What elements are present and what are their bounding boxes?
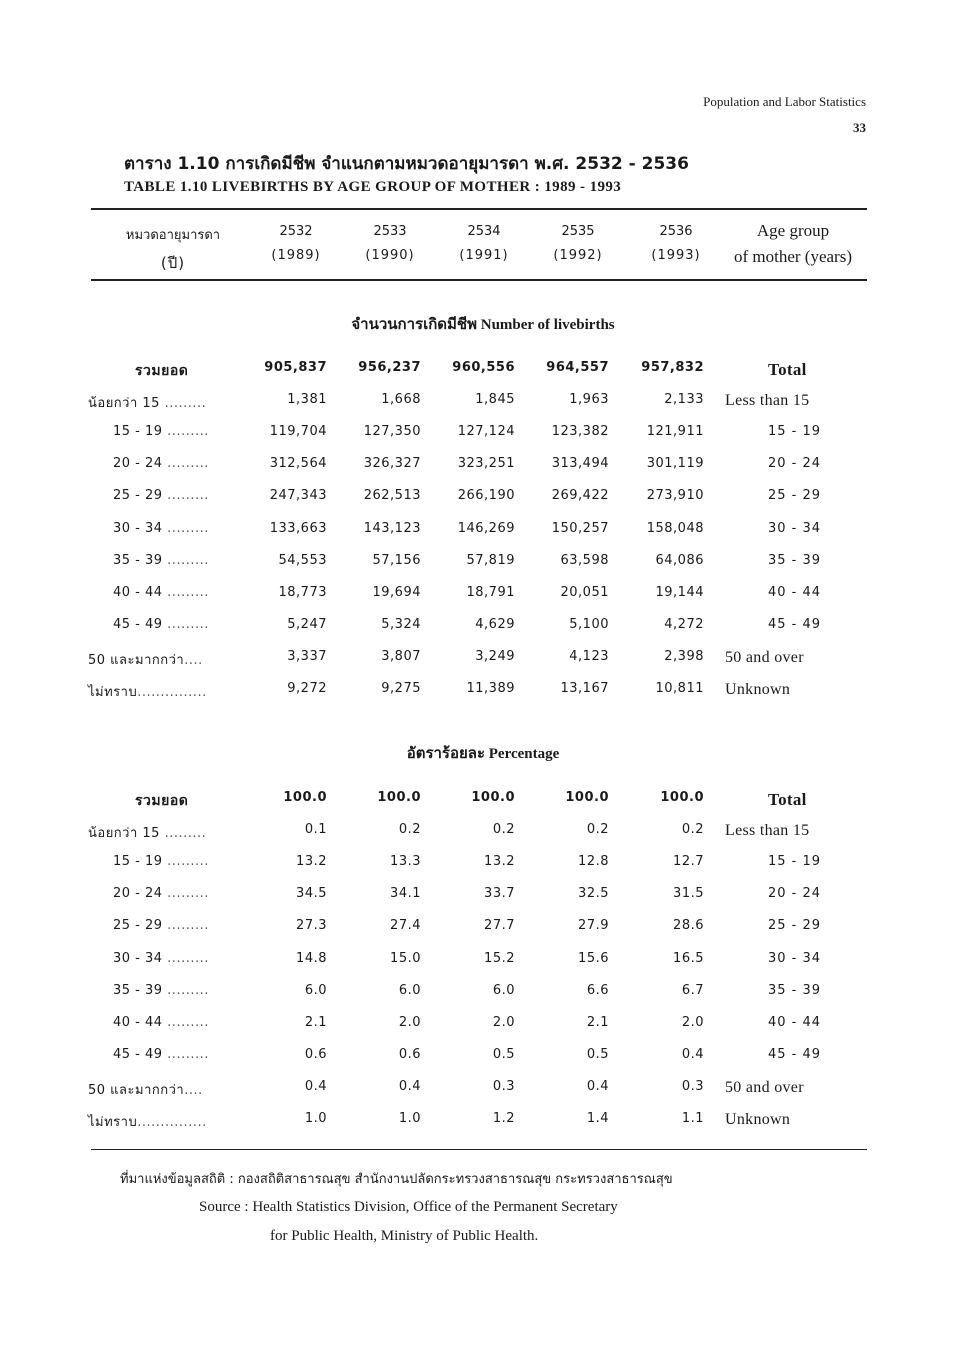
total-row (0, 360, 966, 390)
row-label-text: 40 - 44 (113, 1014, 163, 1030)
row-label (88, 1079, 203, 1100)
table-row (0, 456, 966, 486)
value-cell: 18,773 (278, 584, 327, 600)
value-cell: 150,257 (551, 520, 609, 536)
table-row (0, 1015, 966, 1045)
value-cell: 247,343 (269, 488, 327, 504)
table-row (0, 822, 966, 852)
row-label-text: 25 - 29 (113, 918, 163, 934)
source-note-thai: ที่มาแห่งข้อมูลสถิติ : กองสถิติสาธารณสุข สำนักงานปลัดกระทรวงสาธารณสุข กระทรวงสาธารณสุข (120, 1172, 673, 1187)
leader-dots: ......... (162, 456, 209, 472)
row-label-english: Total (768, 790, 807, 809)
row-label (135, 790, 188, 812)
age-group-header-english-line1: Age group (756, 221, 830, 240)
value-cell: 100.0 (565, 790, 609, 805)
row-label-english: 40 - 44 (768, 584, 822, 600)
value-cell: 15.2 (484, 950, 515, 966)
row-label (113, 456, 209, 471)
row-label-text: 50 และมากกว่า (88, 652, 185, 668)
value-cell: 301,119 (646, 456, 704, 472)
value-cell: 6.6 (586, 982, 609, 998)
table-row (0, 617, 966, 647)
value-cell: 6.0 (398, 982, 421, 998)
year-header-1-ce: (1989) (271, 248, 321, 263)
year-header-5-be: 2536 (659, 224, 693, 239)
value-cell: 2.0 (681, 1014, 704, 1030)
age-group-header-thai-line2: (ปี) (160, 254, 186, 272)
row-label (113, 553, 209, 568)
section-title: อัตราร้อยละ Percentage (406, 746, 560, 762)
table-row (0, 886, 966, 916)
value-cell: 13.2 (296, 854, 327, 870)
row-label-text: 50 และมากกว่า (88, 1082, 185, 1098)
value-cell: 1,381 (287, 392, 327, 408)
row-label-text: ไม่ทราบ (88, 1115, 138, 1130)
row-label-text: 30 - 34 (113, 950, 163, 966)
top-rule (91, 208, 867, 210)
source-note-english-line1: Source : Health Statistics Division, Office of the Permanent Secretary (199, 1199, 618, 1215)
year-header-3-be: 2534 (467, 224, 501, 239)
row-label-english: 25 - 29 (768, 918, 822, 934)
row-label (88, 649, 203, 670)
value-cell: 12.8 (578, 854, 609, 870)
table-row (0, 854, 966, 884)
value-cell: 0.5 (492, 1046, 515, 1062)
row-label-english: 30 - 34 (768, 950, 822, 966)
value-cell: 3,337 (287, 648, 327, 664)
value-cell: 19,694 (372, 584, 421, 600)
row-label-english: Unknown (725, 681, 791, 698)
leader-dots: ......... (162, 886, 209, 902)
leader-dots: ......... (162, 488, 209, 504)
table-title-thai: ตาราง 1.10 การเกิดมีชีพ จำแนกตามหมวดอายุมารดา พ.ศ. 2532 - 2536 (124, 154, 689, 174)
row-label-english: 25 - 29 (768, 488, 822, 504)
row-label (88, 1111, 207, 1132)
leader-dots: ......... (159, 396, 207, 412)
value-cell: 146,269 (457, 520, 515, 536)
row-label (88, 392, 206, 413)
row-label (113, 918, 209, 933)
value-cell: 0.4 (586, 1078, 609, 1094)
leader-dots: ......... (162, 1046, 209, 1062)
age-group-header-english-line2: of mother (years) (733, 247, 852, 266)
value-cell: 33.7 (484, 886, 515, 902)
year-header-4-be: 2535 (561, 224, 595, 239)
year-header-1-be: 2532 (279, 224, 313, 239)
leader-dots: .... (184, 652, 203, 668)
value-cell: 1,963 (569, 392, 609, 408)
value-cell: 0.6 (398, 1046, 421, 1062)
row-label-text: 20 - 24 (113, 456, 163, 472)
value-cell: 0.2 (586, 822, 609, 838)
value-cell: 0.3 (681, 1078, 704, 1094)
row-label-text: 30 - 34 (113, 520, 163, 536)
leader-dots: ......... (162, 424, 209, 440)
value-cell: 54,553 (278, 552, 327, 568)
value-cell: 313,494 (551, 456, 609, 472)
row-label-text: 45 - 49 (113, 616, 163, 632)
value-cell: 0.2 (398, 822, 421, 838)
row-label-english: 50 and over (725, 1078, 804, 1096)
value-cell: 2.0 (492, 1014, 515, 1030)
value-cell: 13.2 (484, 854, 515, 870)
total-row (0, 790, 966, 820)
row-label-english: 45 - 49 (768, 616, 822, 632)
value-cell: 5,247 (287, 616, 327, 632)
row-label-text: 25 - 29 (113, 488, 163, 504)
row-label (113, 521, 209, 536)
leader-dots: ......... (162, 982, 209, 998)
source-note-english-line2: for Public Health, Ministry of Public Health. (270, 1228, 539, 1244)
table-row (0, 585, 966, 615)
leader-dots: ......... (162, 616, 209, 632)
row-label (113, 1015, 209, 1030)
year-header-3 (442, 224, 526, 263)
value-cell: 64,086 (655, 552, 704, 568)
value-cell: 34.5 (296, 886, 327, 902)
value-cell: 0.1 (304, 822, 327, 838)
table-row (0, 1111, 966, 1141)
value-cell: 4,272 (664, 616, 704, 632)
value-cell: 273,910 (646, 488, 704, 504)
leader-dots: ............... (137, 685, 207, 700)
row-label-text: 15 - 19 (113, 854, 163, 870)
value-cell: 100.0 (660, 790, 704, 805)
value-cell: 964,557 (546, 360, 609, 375)
leader-dots: ......... (162, 1014, 209, 1030)
value-cell: 0.2 (681, 822, 704, 838)
value-cell: 9,272 (287, 681, 327, 696)
row-label (113, 951, 209, 966)
leader-dots: .... (184, 1082, 203, 1098)
table-row (0, 649, 966, 679)
value-cell: 326,327 (363, 456, 421, 472)
row-label-text: 45 - 49 (113, 1046, 163, 1062)
row-label-english: Total (768, 360, 807, 379)
value-cell: 63,598 (560, 552, 609, 568)
leader-dots: ......... (162, 552, 209, 568)
value-cell: 57,156 (372, 552, 421, 568)
table-title-english: TABLE 1.10 LIVEBIRTHS BY AGE GROUP OF MOTHER : 1989 - 1993 (124, 179, 622, 195)
row-label (135, 360, 188, 382)
age-group-header-english (718, 221, 868, 267)
row-label-text: ไม่ทราบ (88, 685, 138, 700)
leader-dots: ......... (159, 826, 207, 842)
value-cell: 5,324 (381, 616, 421, 632)
leader-dots: ......... (162, 854, 209, 870)
leader-dots: ......... (162, 950, 209, 966)
value-cell: 6.0 (492, 982, 515, 998)
value-cell: 13,167 (560, 681, 609, 696)
value-cell: 3,807 (381, 648, 421, 664)
leader-dots: ......... (162, 584, 209, 600)
value-cell: 2.1 (304, 1014, 327, 1030)
value-cell: 6.0 (304, 982, 327, 998)
row-label (113, 886, 209, 901)
age-group-header-thai (88, 224, 258, 275)
value-cell: 0.4 (681, 1046, 704, 1062)
leader-dots: ............... (137, 1115, 207, 1130)
value-cell: 28.6 (673, 918, 704, 934)
value-cell: 266,190 (457, 488, 515, 504)
table-row (0, 1079, 966, 1109)
value-cell: 1.1 (681, 1111, 704, 1126)
row-label (113, 854, 209, 869)
value-cell: 123,382 (551, 424, 609, 440)
table-row (0, 1047, 966, 1077)
value-cell: 158,048 (646, 520, 704, 536)
value-cell: 34.1 (390, 886, 421, 902)
value-cell: 2,398 (664, 648, 704, 664)
value-cell: 0.2 (492, 822, 515, 838)
row-label-english: 20 - 24 (768, 456, 822, 472)
value-cell: 121,911 (646, 424, 704, 440)
row-label-english: 20 - 24 (768, 886, 822, 902)
row-label-english: 15 - 19 (768, 854, 822, 870)
value-cell: 100.0 (283, 790, 327, 805)
value-cell: 119,704 (269, 424, 327, 440)
leader-dots: ......... (162, 520, 209, 536)
year-header-2-be: 2533 (373, 224, 407, 239)
value-cell: 27.3 (296, 918, 327, 934)
value-cell: 11,389 (466, 681, 515, 696)
value-cell: 4,629 (475, 616, 515, 632)
value-cell: 957,832 (641, 360, 704, 375)
value-cell: 0.5 (586, 1046, 609, 1062)
value-cell: 1,845 (475, 392, 515, 408)
row-label-english: 35 - 39 (768, 982, 822, 998)
value-cell: 127,350 (363, 424, 421, 440)
value-cell: 100.0 (377, 790, 421, 805)
row-label-text: 35 - 39 (113, 982, 163, 998)
row-label (113, 617, 209, 632)
year-header-5 (634, 224, 718, 263)
value-cell: 4,123 (569, 648, 609, 664)
year-header-2-ce: (1990) (365, 248, 415, 263)
table-row (0, 983, 966, 1013)
table-row (0, 488, 966, 518)
value-cell: 12.7 (673, 854, 704, 870)
value-cell: 3,249 (475, 648, 515, 664)
table-row (0, 918, 966, 948)
year-header-3-ce: (1991) (459, 248, 509, 263)
age-group-header-thai-line1: หมวดอายุมารดา (125, 228, 221, 243)
value-cell: 20,051 (560, 584, 609, 600)
value-cell: 323,251 (457, 456, 515, 472)
row-label-text: น้อยกว่า 15 (88, 826, 160, 842)
row-label-english: Less than 15 (725, 822, 810, 840)
value-cell: 5,100 (569, 616, 609, 632)
row-label-english: Less than 15 (725, 392, 810, 410)
value-cell: 312,564 (269, 456, 327, 472)
row-label-english: 35 - 39 (768, 552, 822, 568)
value-cell: 269,422 (551, 488, 609, 504)
year-header-5-ce: (1993) (651, 248, 701, 263)
row-label-text: 35 - 39 (113, 552, 163, 568)
row-label (113, 585, 209, 600)
row-label-text: น้อยกว่า 15 (88, 396, 160, 412)
value-cell: 27.7 (484, 918, 515, 934)
value-cell: 14.8 (296, 950, 327, 966)
table-row (0, 392, 966, 422)
leader-dots: ......... (162, 918, 209, 934)
row-label-english: 50 and over (725, 648, 804, 666)
value-cell: 18,791 (466, 584, 515, 600)
value-cell: 57,819 (466, 552, 515, 568)
row-label-english: 15 - 19 (768, 424, 822, 440)
table-row (0, 424, 966, 454)
value-cell: 2.1 (586, 1014, 609, 1030)
value-cell: 15.0 (390, 950, 421, 966)
value-cell: 32.5 (578, 886, 609, 902)
value-cell: 1.4 (586, 1111, 609, 1126)
value-cell: 1,668 (381, 392, 421, 408)
table-row (0, 521, 966, 551)
value-cell: 905,837 (264, 360, 327, 375)
row-label (113, 983, 209, 998)
header-rule (91, 279, 867, 281)
value-cell: 19,144 (655, 584, 704, 600)
value-cell: 262,513 (363, 488, 421, 504)
value-cell: 956,237 (358, 360, 421, 375)
value-cell: 10,811 (655, 681, 704, 696)
row-label (113, 424, 209, 439)
value-cell: 15.6 (578, 950, 609, 966)
value-cell: 100.0 (471, 790, 515, 805)
value-cell: 143,123 (363, 520, 421, 536)
row-label-text: รวมยอด (135, 793, 189, 809)
value-cell: 2,133 (664, 392, 704, 408)
value-cell: 27.9 (578, 918, 609, 934)
value-cell: 960,556 (452, 360, 515, 375)
row-label (113, 488, 209, 503)
row-label-english: 30 - 34 (768, 520, 822, 536)
value-cell: 127,124 (457, 424, 515, 440)
row-label-english: Unknown (725, 1111, 791, 1128)
value-cell: 2.0 (398, 1014, 421, 1030)
row-label (88, 822, 206, 843)
row-label-text: 20 - 24 (113, 886, 163, 902)
row-label-text: รวมยอด (135, 363, 189, 379)
year-header-4 (536, 224, 620, 263)
row-label-text: 15 - 19 (113, 424, 163, 440)
row-label (113, 1047, 209, 1062)
value-cell: 13.3 (390, 854, 421, 870)
value-cell: 1.0 (398, 1111, 421, 1126)
row-label-text: 40 - 44 (113, 584, 163, 600)
year-header-4-ce: (1992) (553, 248, 603, 263)
section-title: จำนวนการเกิดมีชีพ Number of livebirths (351, 317, 615, 333)
value-cell: 9,275 (381, 681, 421, 696)
table-row (0, 553, 966, 583)
table-row (0, 951, 966, 981)
value-cell: 0.4 (304, 1078, 327, 1094)
value-cell: 0.4 (398, 1078, 421, 1094)
value-cell: 27.4 (390, 918, 421, 934)
row-label-english: 40 - 44 (768, 1014, 822, 1030)
value-cell: 6.7 (681, 982, 704, 998)
value-cell: 31.5 (673, 886, 704, 902)
table-row (0, 681, 966, 711)
bottom-rule (91, 1149, 867, 1150)
row-label (88, 681, 207, 702)
year-header-1 (254, 224, 338, 263)
value-cell: 16.5 (673, 950, 704, 966)
row-label-english: 45 - 49 (768, 1046, 822, 1062)
value-cell: 133,663 (269, 520, 327, 536)
year-header-2 (348, 224, 432, 263)
value-cell: 0.3 (492, 1078, 515, 1094)
value-cell: 0.6 (304, 1046, 327, 1062)
publication-title: Population and Labor Statistics (703, 94, 866, 109)
value-cell: 1.0 (304, 1111, 327, 1126)
page-number: 33 (853, 120, 866, 135)
value-cell: 1.2 (492, 1111, 515, 1126)
